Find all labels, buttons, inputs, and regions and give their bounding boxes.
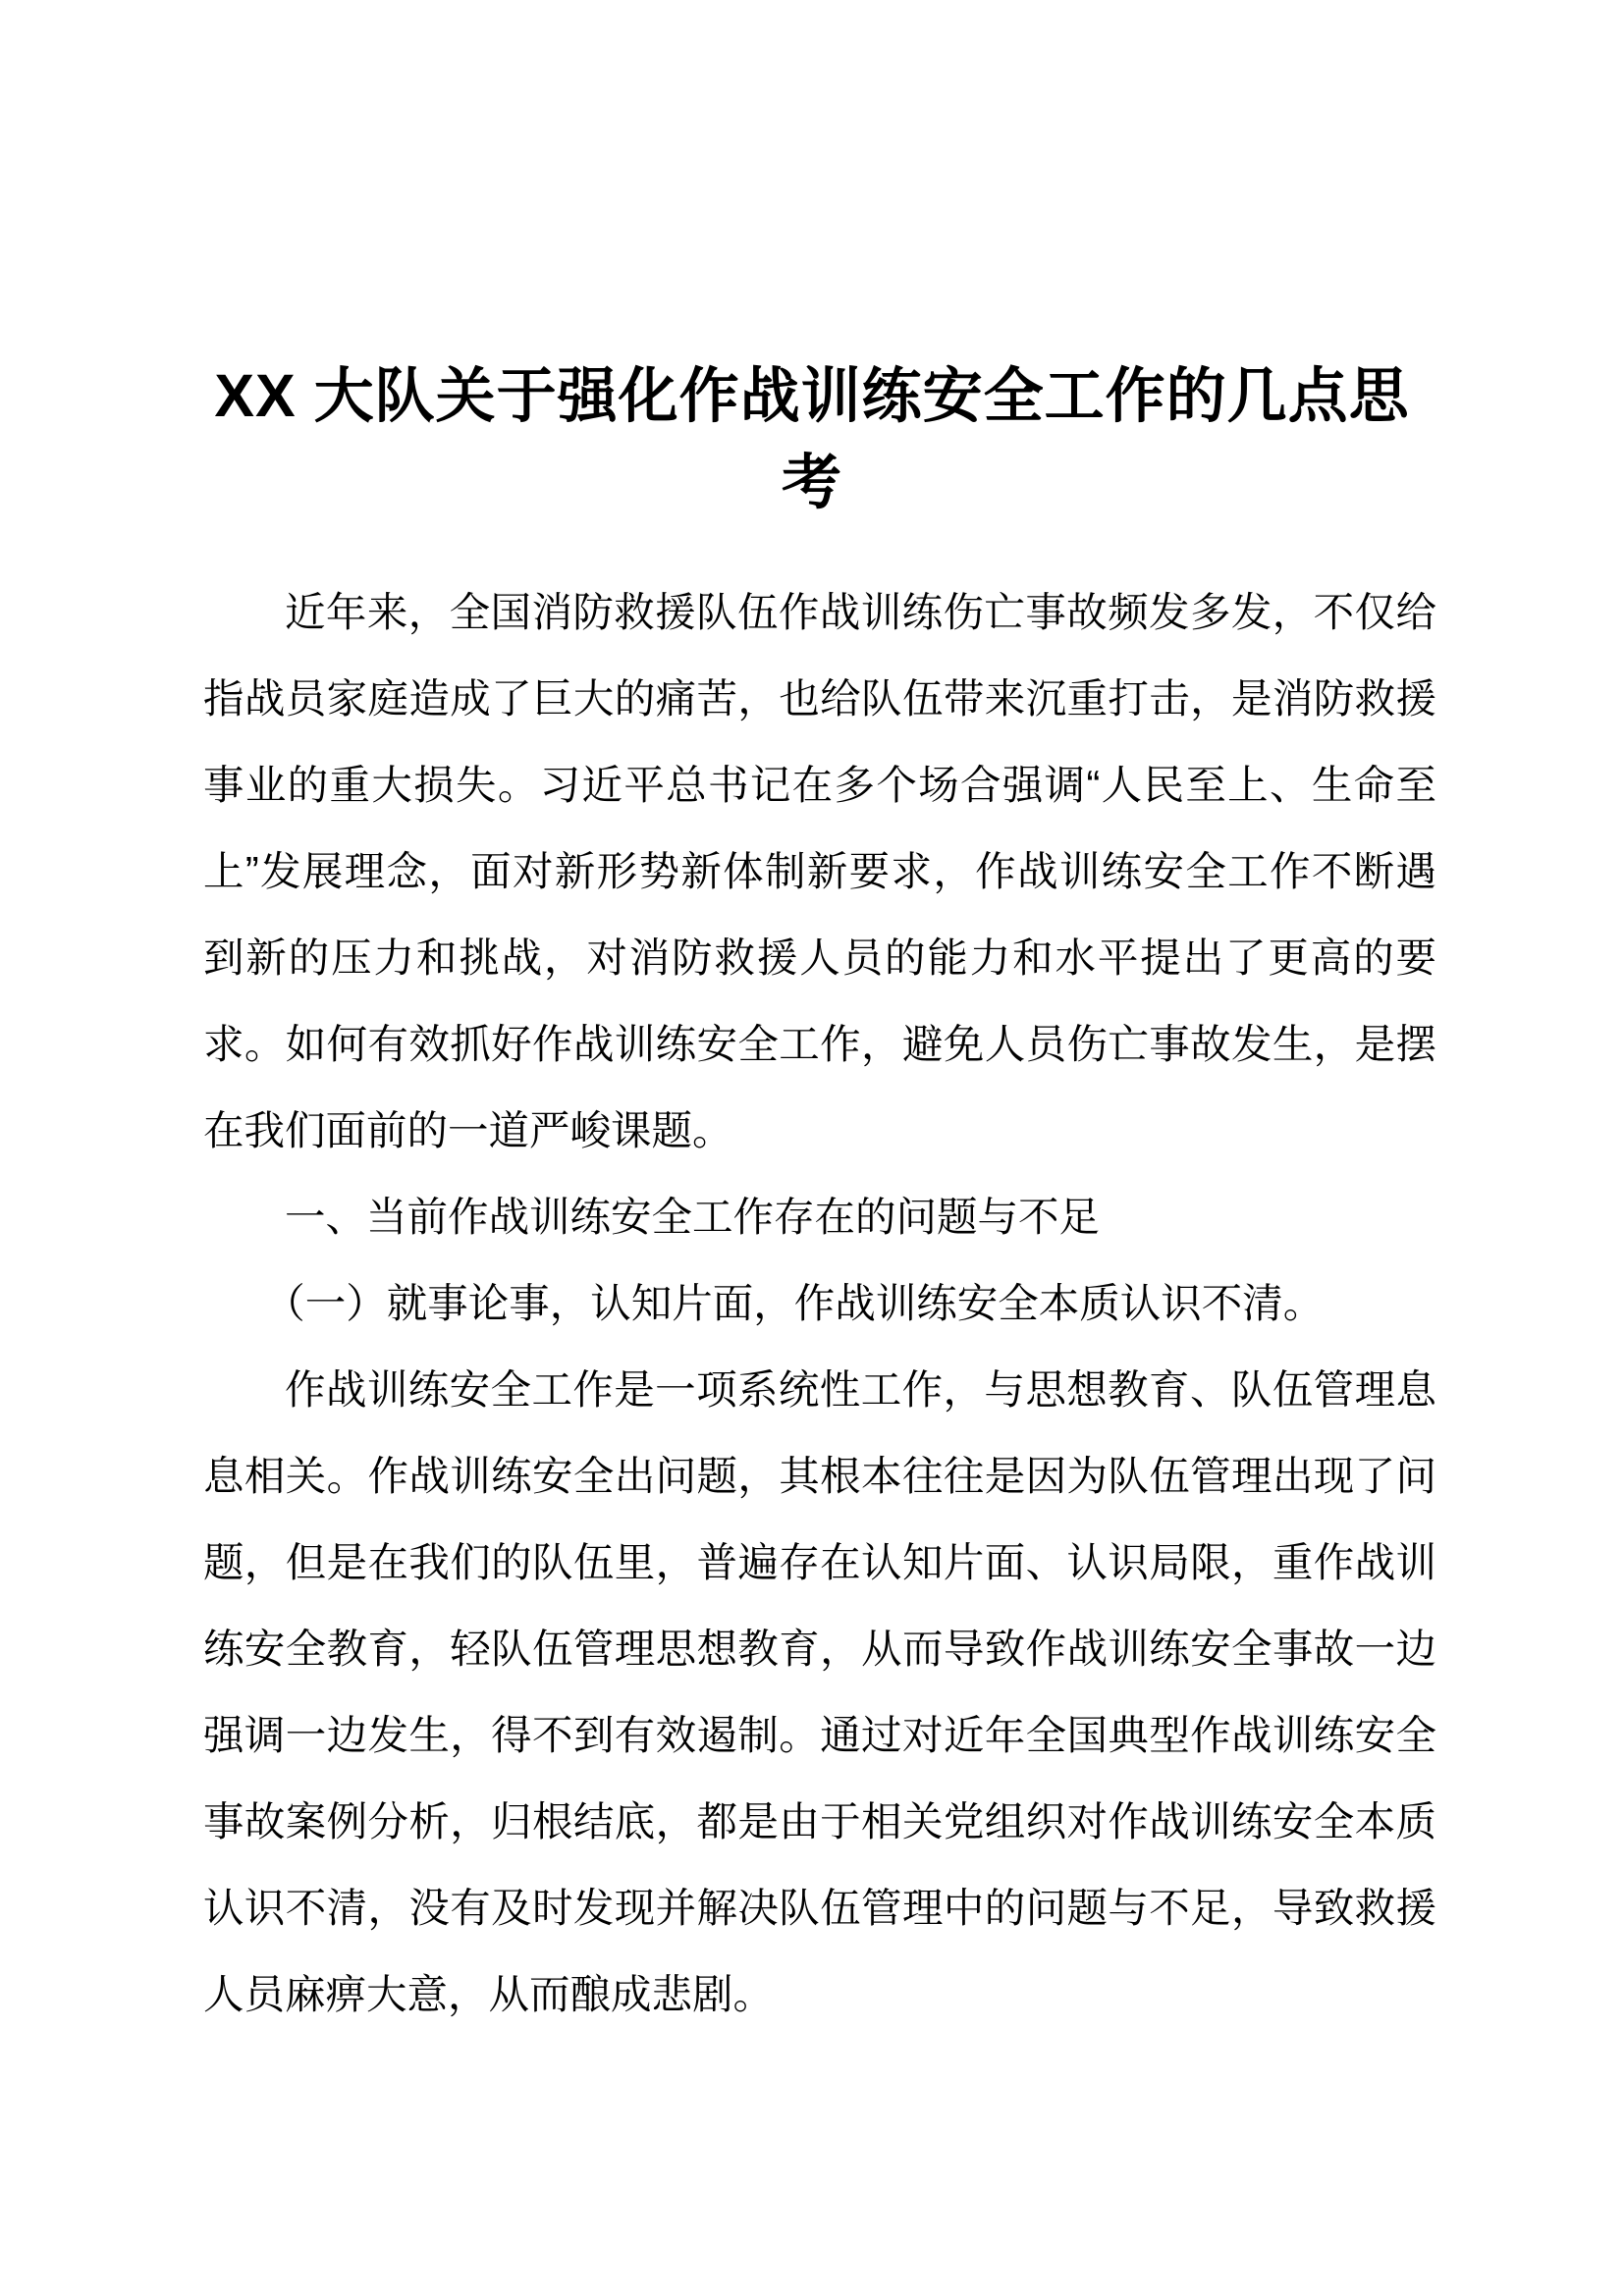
intro-paragraph: 近年来，全国消防救援队伍作战训练伤亡事故频发多发，不仅给指战员家庭造成了巨大的痛苦，也给队伍带来沉重打击，是消防救援事业的重大损失。习近平总书记在多个场合强调“人民至上、生命至上”发展理念，面对新形势新体制新要求，作战训练安全工作不断遇到新的压力和挑战，对消防救援人员的能力和水平提出了更高的要求。如何有效抓好作战训练安全工作，避免人员伤亡事故发生，是摆在我们面前的一道严峻课题。 [203,589,1436,1153]
subsection-heading: （一）就事论事，认知片面，作战训练安全本质认识不清。 [264,1280,1325,1326]
document-body [203,569,1436,2038]
document-title: XX 大队关于强化作战训练安全工作的几点思考 [214,361,1410,515]
section-heading: 一、当前作战训练安全工作存在的问题与不足 [285,1194,1101,1240]
body-paragraph: 作战训练安全工作是一项系统性工作，与思想教育、队伍管理息息相关。作战训练安全出问题，其根本往往是因为队伍管理出现了问题，但是在我们的队伍里，普遍存在认知片面、认识局限，重作战训练安全教育，轻队伍管理思想教育，从而导致作战训练安全事故一边强调一边发生，得不到有效遏制。通过对近年全国典型作战训练安全事故案例分析，归根结底，都是由于相关党组织对作战训练安全本质认识不清，没有及时发现并解决队伍管理中的问题与不足，导致救援人员麻痹大意，从而酿成悲剧。 [203,1366,1436,2017]
